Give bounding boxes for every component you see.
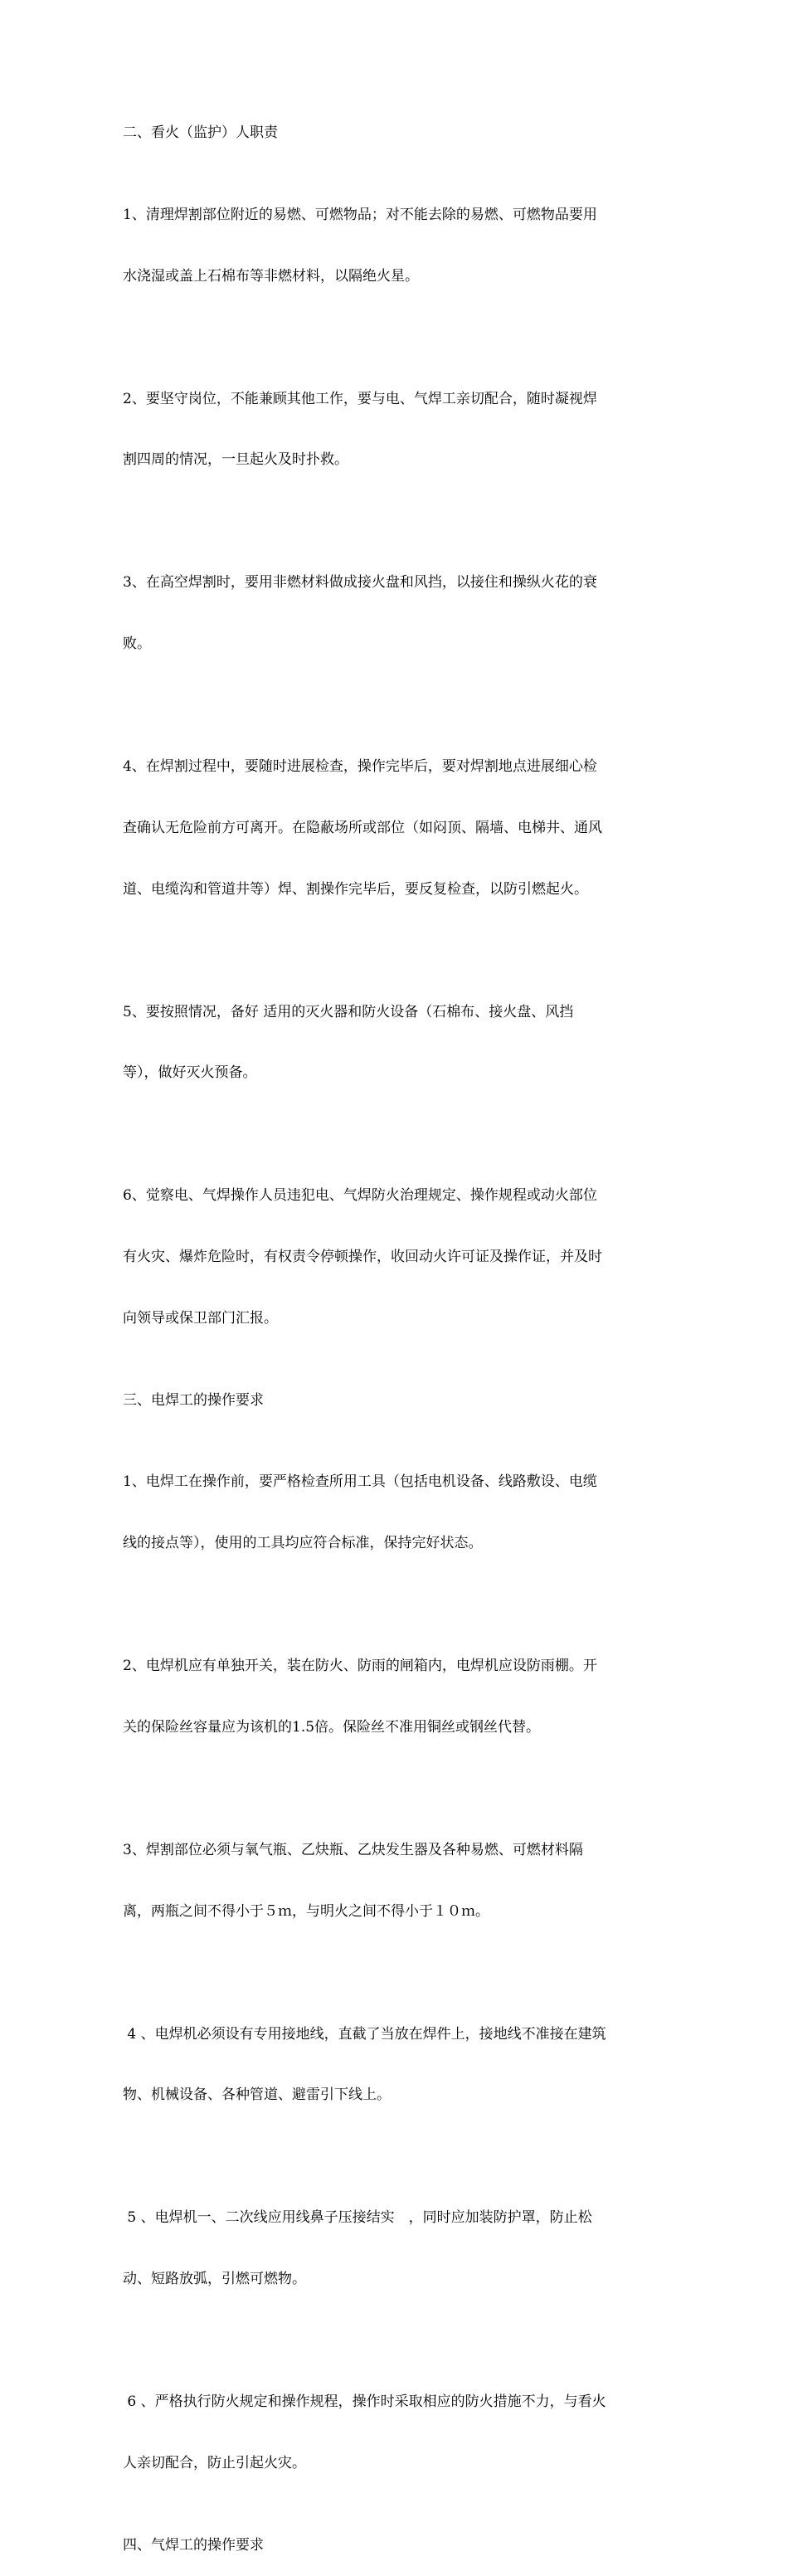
section-heading: 三、电焊工的操作要求: [123, 1391, 264, 1409]
paragraph-line: 有火灾、爆炸危险时，有权责令停顿操作，收回动火许可证及操作证，并及时: [123, 1249, 602, 1266]
paragraph: [123, 961, 670, 1124]
paragraph-line: 物、机械设备、各种管道、避雷引下线上。: [123, 2087, 391, 2104]
paragraph: [123, 164, 670, 328]
paragraph-line: 割四周的情况，一旦起火及时扑救。: [123, 451, 348, 469]
paragraph-line: 4、在焊割过程中，要随时进展检查，操作完毕后，要对焊割地点进展细心检: [123, 758, 597, 776]
paragraph: [123, 2167, 670, 2330]
paragraph: [123, 1145, 670, 1370]
paragraph-line: 1、清理焊割部位附近的易燃、可燃物品；对不能去除的易燃、可燃物品要用: [123, 206, 597, 223]
paragraph: [123, 532, 670, 695]
paragraph-line: 2、电焊机应有单独开关，装在防火、防雨的闸箱内，电焊机应设防雨棚。开: [123, 1658, 597, 1675]
paragraph-line: 3、在高空焊割时，要用非燃材料做成接火盘和风挡，以接住和操纵火花的衰: [123, 574, 597, 592]
paragraph: [123, 716, 670, 941]
paragraph: [123, 1984, 670, 2147]
paragraph-line: 2、要坚守岗位，不能兼顾其他工作，要与电、气焊工亲切配合，随时凝视焊: [123, 390, 597, 407]
paragraph-line: 离，两瓶之间不得小于５ｍ，与明火之间不得小于１０ｍ。: [123, 1902, 489, 1920]
paragraph: [123, 1431, 670, 1595]
paragraph: [123, 1799, 670, 1963]
paragraph-line: 败。: [123, 635, 151, 653]
paragraph-line: 线的接点等），使用的工具均应符合标准，保持完好状态。: [123, 1535, 483, 1552]
paragraph-line: 6 、严格执行防火规定和操作规程，操作时采取相应的防火措施不力，与看火: [123, 2393, 606, 2411]
paragraph-line: 向领导或保卫部门汇报。: [123, 1309, 278, 1327]
paragraph-line: 道、电缆沟和管道井等）焊、割操作完毕后，要反复检查，以防引燃起火。: [123, 880, 588, 898]
paragraph-line: 5、要按照情况，备好 适用的灭火器和防火设备（石棉布、接火盘、风挡: [123, 1003, 574, 1020]
paragraph: [123, 1615, 670, 1779]
document-body: [123, 123, 670, 2576]
paragraph-line: 1、电焊工在操作前，要严格检查所用工具（包括电机设备、线路敷设、电缆: [123, 1473, 597, 1491]
paragraph-line: 动、短路放弧，引燃可燃物。: [123, 2271, 306, 2288]
paragraph-line: 关的保险丝容量应为该机的1.5倍。保险丝不准用铜丝或钢丝代替。: [123, 1718, 541, 1736]
paragraph-line: 水浇湿或盖上石棉布等非燃材料，以隔绝火星。: [123, 267, 419, 285]
paragraph-line: 查确认无危险前方可离开。在隐蔽场所或部位（如闷顶、隔墙、电梯井、通风: [123, 819, 602, 836]
paragraph-line: 5 、电焊机一、二次线应用线鼻子压接结实 ，同时应加装防护罩，防止松: [123, 2209, 592, 2227]
paragraph-line: 6、觉察电、气焊操作人员违犯电、气焊防火治理规定、操作规程或动火部位: [123, 1187, 597, 1205]
section-heading: 四、气焊工的操作要求: [123, 2536, 264, 2554]
paragraph-line: 3、焊割部位必须与氧气瓶、乙炔瓶、乙炔发生器及各种易燃、可燃材料隔: [123, 1841, 583, 1858]
paragraph-line: 人亲切配合，防止引起火灾。: [123, 2454, 306, 2471]
paragraph-line: 4 、电焊机必须设有专用接地线，直截了当放在焊件上，接地线不准接在建筑: [123, 2025, 606, 2043]
paragraph: [123, 348, 670, 511]
paragraph-line: 等），做好灭火预备。: [123, 1064, 257, 1082]
paragraph: [123, 2351, 670, 2515]
section-heading: 二、看火（监护）人职责: [123, 124, 278, 141]
